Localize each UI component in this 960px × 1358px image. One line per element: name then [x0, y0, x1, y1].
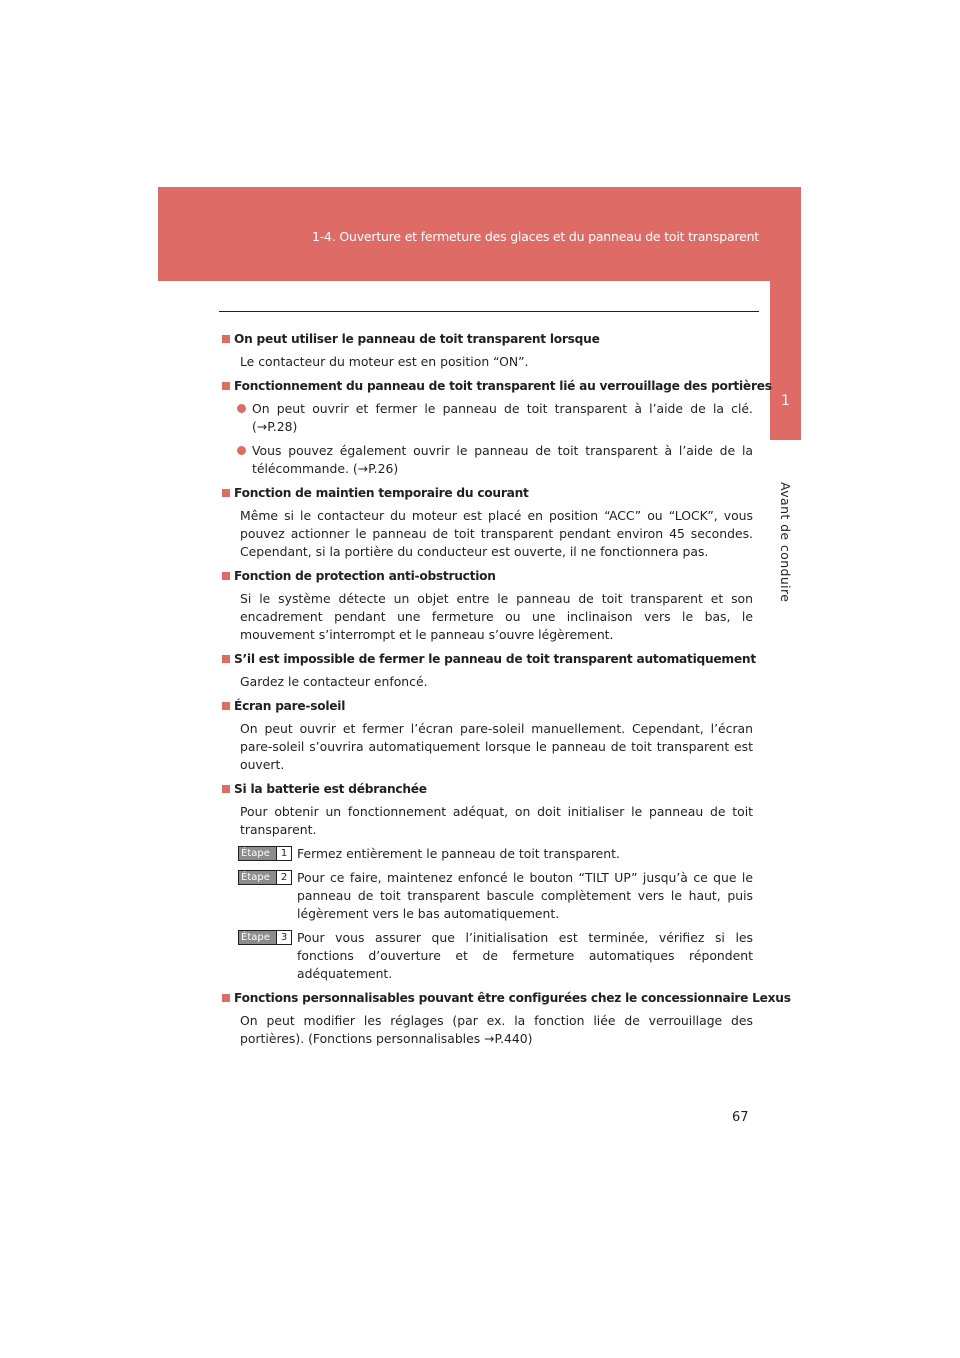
section-title: S’il est impossible de fermer le panneau de toit transparent automatiquement	[234, 652, 756, 666]
step-text: Pour vous assurer que l’initialisation est terminée, vérifiez si les fonctions d’ouverture et de fermeture automatiques répondent adéquatement.	[297, 930, 753, 981]
step-item	[222, 869, 753, 923]
section-title: Si la batterie est débranchée	[234, 782, 427, 796]
section-anti-obstruction	[222, 567, 753, 644]
bullet-item	[222, 442, 753, 478]
bullet-dot-icon	[237, 404, 246, 413]
section-title: Fonction de protection anti-obstruction	[234, 569, 496, 583]
chapter-number: 1	[781, 393, 790, 409]
section-square-icon	[222, 702, 230, 710]
section-title: Écran pare-soleil	[234, 699, 346, 713]
section-title: Fonctions personnalisables pouvant être configurées chez le concessionnaire Lexus	[234, 991, 791, 1005]
section-title: Fonctionnement du panneau de toit transparent lié au verrouillage des portières	[234, 379, 772, 393]
header-band	[158, 187, 801, 281]
section-body: Si le système détecte un objet entre le panneau de toit transparent et son encadrement pendant une fermeture ou une inclinaison vers le bas, le mouvement s’interrompt et le panneau s’ouvre légèrement.	[240, 591, 753, 642]
step-item	[222, 845, 753, 863]
section-body: On peut modifier les réglages (par ex. la fonction liée de verrouillage des portières). (Fonctions personnalisables →P.440)	[240, 1013, 753, 1046]
section-manual-close	[222, 650, 756, 691]
section-square-icon	[222, 489, 230, 497]
step-item	[222, 929, 753, 983]
section-custom-features	[222, 989, 791, 1048]
section-square-icon	[222, 382, 230, 390]
step-text: Fermez entièrement le panneau de toit transparent.	[297, 846, 620, 861]
bullet-text: On peut ouvrir et fermer le panneau de toit transparent à l’aide de la clé. (→P.28)	[252, 401, 753, 434]
section-square-icon	[222, 572, 230, 580]
chapter-label: Avant de conduire	[778, 482, 793, 603]
section-body: Pour obtenir un fonctionnement adéquat, on doit initialiser le panneau de toit transparent.	[240, 804, 753, 837]
section-square-icon	[222, 994, 230, 1002]
section-body: Gardez le contacteur enfoncé.	[240, 674, 428, 689]
section-power-hold	[222, 484, 753, 561]
section-title: Fonction de maintien temporaire du courant	[234, 486, 529, 500]
section-door-lock-link	[222, 377, 772, 478]
step-badge: Étape 2	[238, 870, 292, 885]
section-square-icon	[222, 785, 230, 793]
section-body: Même si le contacteur du moteur est placé en position “ACC” ou “LOCK”, vous pouvez actionner le panneau de toit transparent pendant environ 45 secondes. Cependant, si la portière du conducteur est ouverte, il ne fonctionnera pas.	[240, 508, 753, 559]
section-square-icon	[222, 655, 230, 663]
section-sunshade	[222, 697, 753, 774]
bullet-text: Vous pouvez également ouvrir le panneau de toit transparent à l’aide de la télécommande. (→P.26)	[252, 443, 753, 476]
section-usage-condition	[222, 330, 753, 371]
step-badge: Étape 1	[238, 846, 292, 861]
chapter-tab	[770, 187, 801, 440]
bullet-dot-icon	[237, 446, 246, 455]
bullet-item	[222, 400, 753, 436]
section-body: Le contacteur du moteur est en position “ON”.	[240, 354, 529, 369]
page-number: 67	[732, 1110, 749, 1125]
section-square-icon	[222, 335, 230, 343]
section-body: On peut ouvrir et fermer l’écran pare-soleil manuellement. Cependant, l’écran pare-soleil s’ouvrira automatiquement lorsque le panneau de toit transparent est ouvert.	[240, 721, 753, 772]
step-text: Pour ce faire, maintenez enfoncé le bouton “TILT UP” jusqu’à ce que le panneau de toit transparent bascule complètement vers le haut, puis légèrement vers le bas automatiquement.	[297, 870, 753, 921]
header-rule	[219, 311, 759, 312]
section-title: 1-4. Ouverture et fermeture des glaces et du panneau de toit transparent	[311, 229, 759, 244]
section-title: On peut utiliser le panneau de toit transparent lorsque	[234, 332, 600, 346]
section-battery-disconnected	[222, 780, 753, 983]
step-badge: Étape 3	[238, 930, 292, 945]
